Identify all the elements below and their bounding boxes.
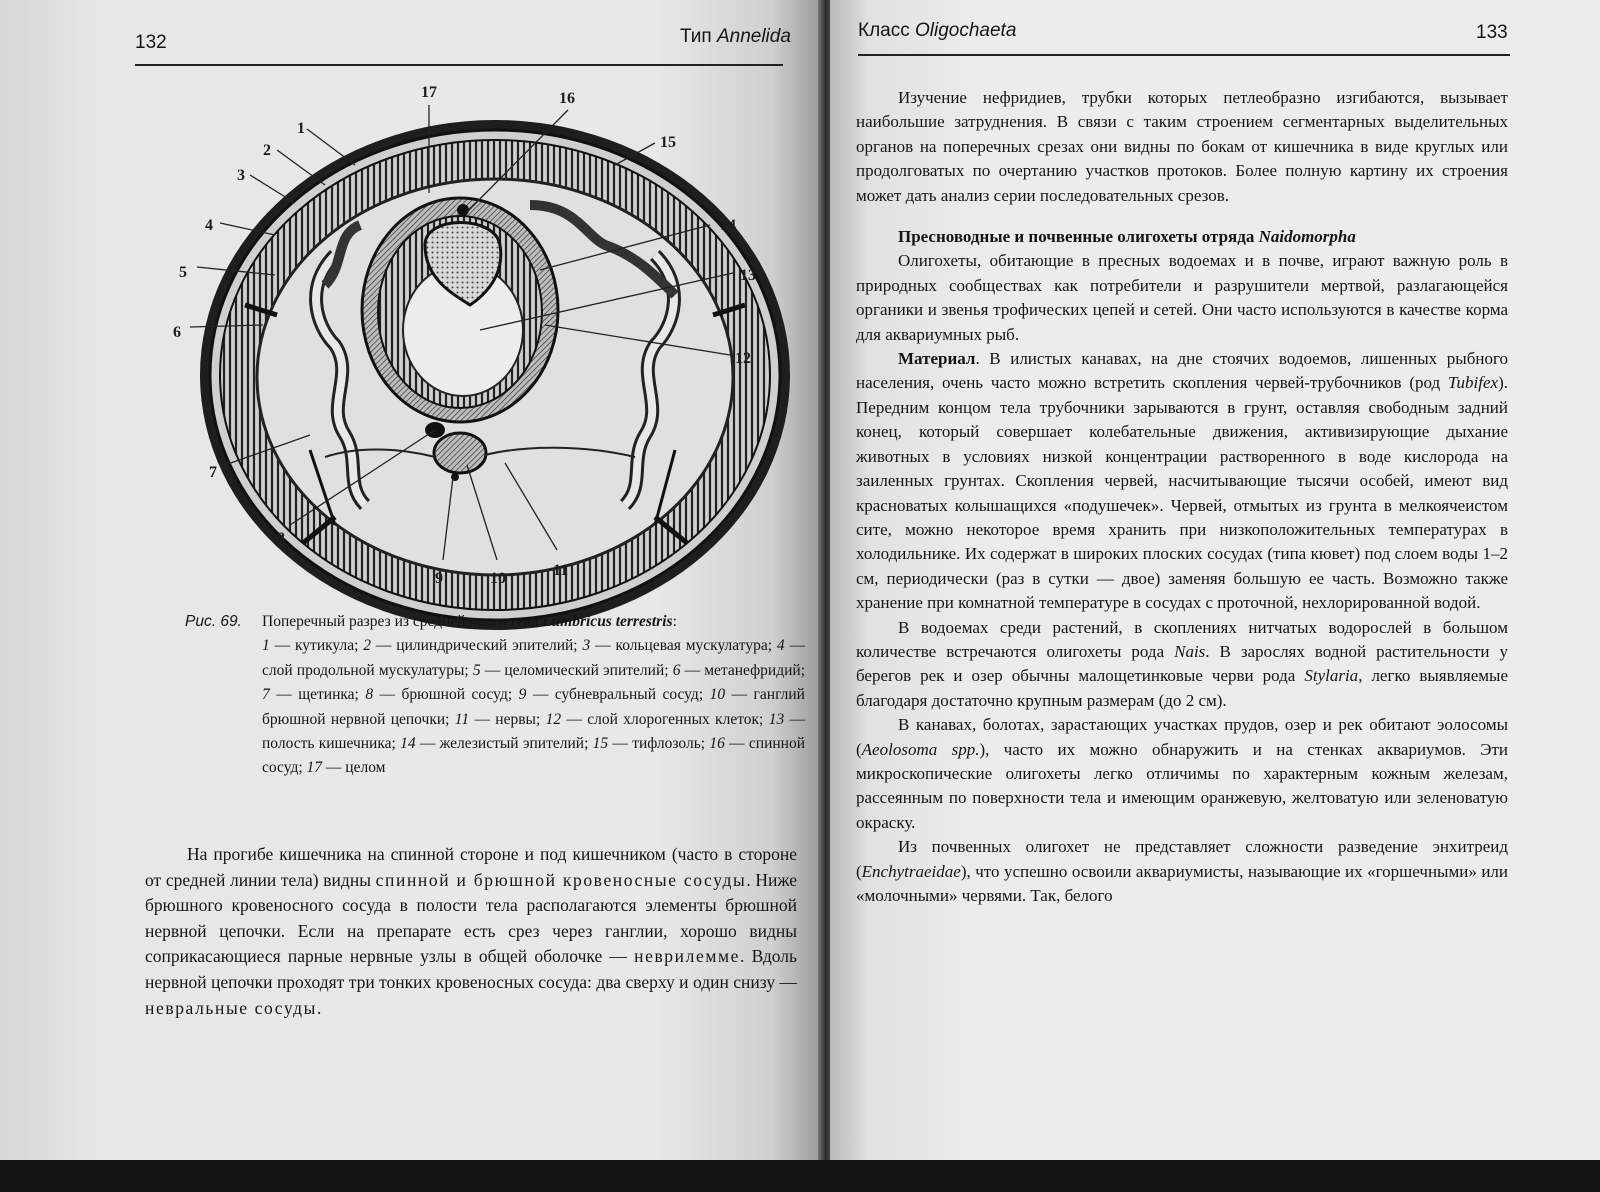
paragraph-oligochaetes-role: Олигохеты, обитающие в пресных водоемах и в почве, играют важную роль в природных сообществах как потребители и разрушители мертвой, разлагающейся органики и звенья трофических цепей и сетей. Они часто используются в качестве корма для аквариумных рыб. (856, 251, 1508, 344)
callout-6: 6 (173, 324, 181, 341)
legend-item-15: 15 — тифлозоль; (592, 735, 710, 753)
material-label: Материал (898, 349, 976, 369)
running-head-left (680, 26, 791, 48)
legend-item-12: 12 — слой хлорогенных клеток; (545, 710, 769, 728)
left-body-text (145, 842, 797, 1021)
left-page (0, 0, 822, 1160)
term-neural-vessels: невральные сосуды (145, 997, 318, 1018)
term-blood-vessels: спинной и брюшной кровеносные сосуды (375, 869, 747, 890)
callout-7: 7 (209, 464, 217, 481)
figure-69-cross-section (173, 84, 805, 605)
legend-item-1: 1 — кутикула; (262, 637, 364, 655)
right-body-text (856, 86, 1508, 908)
legend-item-14: 14 — железистый эпителий; (400, 735, 593, 753)
header-rule-left (135, 64, 783, 66)
dorsal-vessel (457, 204, 469, 216)
paragraph-nephridia: Изучение нефридиев, трубки которых петлеобразно изгибаются, вызывает наибольшие затруднения. В связи с таким строением сегментарных выделительных органов на поперечных срезах они видны по бокам от кишечника в виде круглых или продолговатых по очертанию участков протоков. Более полную картину их строения может дать анализ серии последовательных срезов. (856, 88, 1508, 205)
legend-item-9: 9 — субневральный сосуд; (518, 686, 710, 704)
legend-item-6: 6 — метанефридий; (672, 661, 805, 679)
callout-16: 16 (559, 90, 575, 107)
header-rule-right (858, 54, 1510, 56)
scan-bottom-edge (0, 1160, 1600, 1192)
running-head-left-taxon: Annelida (716, 26, 791, 47)
left-paragraph: На прогибе кишечника на спинной стороне и под кишечником (часто в стороне от средней линии тела) видны спинной и брюшной кровеносные сосуды. Ниже брюшного кровеносного сосуда в полости тела располагаются элементы брюшной нервной цепочки. Если на препарате есть срез через ганглии, хорошо видны соприкасающиеся парные нервные узлы в общей оболочке — неврилемме. Вдоль нервной цепочки проходят три тонких кровеносных сосуда: два сверху и один снизу — невральные сосуды. (145, 844, 798, 1018)
ventral-nerve-ganglion (434, 433, 486, 473)
paragraph-aeolosoma: В канавах, болотах, зарастающих участках прудов, озер и рек обитают эолосомы (Aeolosoma spp.), часто их можно обнаружить и на стенках аквариумов. Эти микроскопические олигохеты легко отличимы по характерным кожным железам, рассеянным по поверхности тела и имеющим оранжевую, желтоватую или зеленоватую окраску. (856, 715, 1508, 832)
heading-taxon: Naidomorpha (1258, 227, 1356, 247)
callout-4: 4 (205, 217, 213, 234)
caption-label: Рис. 69. (185, 613, 242, 630)
taxon-nais: Nais (1174, 641, 1206, 661)
paragraph-nais: В водоемах среди растений, в скоплениях нитчатых водорослей в большом количестве встречаются олигохеты рода Nais. В зарослях водной растительности у берегов рек и озер обычны малощетинковые черви рода Stylaria, легко выявляемые благодаря достаточно крупным размерам (до 2 см). (856, 617, 1509, 710)
legend-item-16: 16 — спинной сосуд; (262, 735, 805, 777)
legend-item-8: 8 — брюшной сосуд; (365, 686, 519, 704)
section-heading-naidomorpha: Пресноводные и почвенные олигохеты отряда Naidomorpha (898, 227, 1356, 247)
callout-3: 3 (237, 167, 245, 184)
legend-item-5: 5 — целомический эпителий; (472, 661, 673, 679)
legend-item-13: 13 — полость кишечника; (262, 710, 806, 753)
right-page (830, 0, 1600, 1160)
page-number-right: 133 (1476, 22, 1508, 43)
term-neurilemma: неврилемме (634, 946, 741, 967)
callout-14: 14 (720, 217, 736, 234)
earthworm-cross-section-illustration (173, 84, 805, 605)
taxon-aeolosoma: Aeolosoma spp. (861, 739, 980, 759)
running-head-right-prefix: Класс (858, 20, 915, 41)
figure-caption (185, 610, 805, 781)
legend-item-2: 2 — цилиндрический эпителий; (363, 637, 583, 655)
legend-item-17: 17 — целом (306, 759, 386, 777)
callout-13: 13 (740, 267, 756, 284)
legend-item-10: 10 — ганглий брюшной нервной цепочки; (262, 686, 805, 728)
callout-1: 1 (297, 120, 305, 137)
paragraph-enchytraeids: Из почвенных олигохет не представляет сложности разведение энхитреид (Enchytraeidae), что успешно освоили аквариумисты, называющие их «горшечными» или «молочными» червями. Так, белого (856, 837, 1508, 905)
callout-15: 15 (660, 134, 676, 151)
legend-item-11: 11 — нервы; (454, 710, 546, 728)
taxon-tubifex: Tubifex (1448, 373, 1499, 393)
callout-10: 10 (490, 570, 506, 587)
callout-12: 12 (735, 350, 751, 367)
callout-9: 9 (435, 570, 443, 587)
page-number-left: 132 (135, 32, 167, 53)
callout-8: 8 (277, 530, 285, 547)
caption-species: Lumbricus terrestris (542, 613, 673, 630)
running-head-left-prefix: Тип (680, 26, 717, 47)
callout-2: 2 (263, 142, 271, 159)
taxon-enchytraeidae: Enchytraeidae (861, 861, 961, 881)
callout-5: 5 (179, 264, 187, 281)
caption-title-suffix: : (672, 613, 677, 630)
legend-item-3: 3 — кольцевая мускулатура; (582, 637, 777, 655)
running-head-right-taxon: Oligochaeta (915, 20, 1017, 41)
caption-legend (185, 634, 805, 780)
callout-11: 11 (553, 562, 569, 579)
paragraph-material: Материал. В илистых канавах, на дне стоячих водоемов, лишенных рыбного населения, очень часто можно встретить скопления червей-трубочников (род Tubifex). Передним концом тела трубочники зарываются в грунт, оставляя свободным задний конец, который совершает колебательные движения, активизирующие дыхание животных в условиях низкой концентрации растворенного в воде кислорода на заиленных грунтах. Скопления червей, насчитывающие тысячи особей, имеют вид красноватых колышащихся «подушечек». Червей, отмытых из грунта в мелкоячеистом сите, можно некоторое время хранить при низкоположительных температурах в холодильнике. Их содержат в широких плоских сосудах (типа кювет) под слоем воды 1–2 см, периодически (раз в сутки — двое) заменяя большую ее часть. Возможно также хранение при комнатной температуре в сосудах с проточной, нехлорированной водой. (856, 349, 1508, 613)
legend-item-7: 7 — щетинка; (262, 686, 366, 704)
callout-17: 17 (421, 84, 437, 101)
legend-item-4: 4 — слой продольной мускулатуры; (262, 637, 806, 679)
caption-title-prefix: Поперечный разрез из средней части тела (262, 613, 543, 630)
taxon-stylaria: Stylaria (1304, 666, 1359, 686)
running-head-right (858, 20, 1016, 42)
